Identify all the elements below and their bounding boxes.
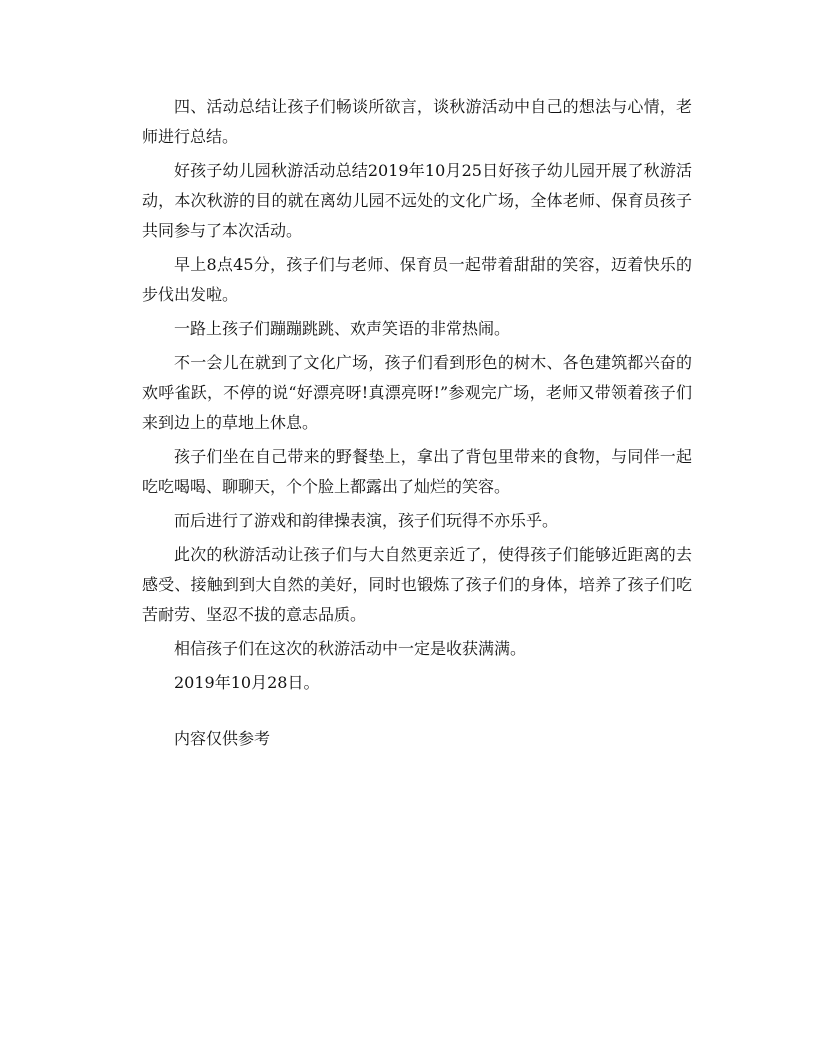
paragraph-games: 而后进行了游戏和韵律操表演，孩子们玩得不亦乐乎。 <box>174 511 559 530</box>
paragraph-departure: 早上8点45分，孩子们与老师、保育员一起带着甜甜的笑容，迈着快乐的步伐出发啦。 <box>142 255 692 304</box>
paragraph-plaza: 不一会儿在就到了文化广场，孩子们看到形色的树木、各色建筑都兴奋的欢呼雀跃，不停的说“好漂亮呀!真漂亮呀!”参观完广场，老师又带领着孩子们来到边上的草地上休息。 <box>142 353 692 432</box>
paragraph-summary: 四、活动总结让孩子们畅谈所欲言，谈秋游活动中自己的想法与心情，老师进行总结。 <box>142 97 692 146</box>
paragraph-date: 2019年10月28日。 <box>174 673 320 692</box>
paragraph-picnic: 孩子们坐在自己带来的野餐垫上，拿出了背包里带来的食物，与同伴一起吃吃喝喝、聊聊天，个个脸上都露出了灿烂的笑容。 <box>142 447 692 496</box>
paragraph-conclusion: 相信孩子们在这次的秋游活动中一定是收获满满。 <box>174 639 527 658</box>
paragraph-reflection: 此次的秋游活动让孩子们与大自然更亲近了，使得孩子们能够近距离的去感受、接触到到大自然的美好，同时也锻炼了孩子们的身体，培养了孩子们吃苦耐劳、坚忍不拔的意志品质。 <box>142 545 692 624</box>
footer-note: 内容仅供参考 <box>174 729 271 748</box>
document-body <box>142 92 692 754</box>
paragraph-on-the-way: 一路上孩子们蹦蹦跳跳、欢声笑语的非常热闹。 <box>174 319 511 338</box>
paragraph-intro: 好孩子幼儿园秋游活动总结2019年10月25日好孩子幼儿园开展了秋游活动，本次秋游的目的就在离幼儿园不远处的文化广场，全体老师、保育员孩子共同参与了本次活动。 <box>142 161 692 240</box>
